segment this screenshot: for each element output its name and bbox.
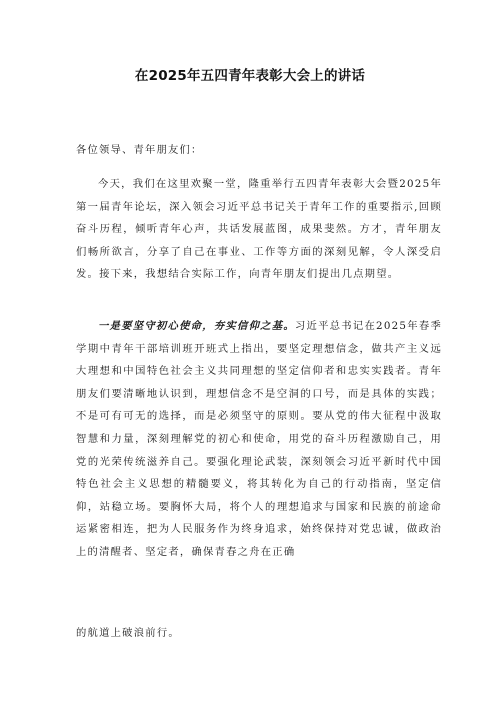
paragraph-opening: 今天，我们在这里欢聚一堂，隆重举行五四青年表彰大会暨2025年第一届青年论坛，深入领会习近平总书记关于青年工作的重要指示,回顾奋斗历程，倾听青年心声，共话发展蓝图，成果斐然。方才，青年朋友们畅所欲言，分享了自己在事业、工作等方面的深刻见解，令人深受启发。接下来，我想结合实际工作，向青年朋友们提出几点期望。: [76, 178, 442, 281]
paragraph-continuation: 的航道上破浪前行。: [76, 627, 180, 639]
paragraph-point-one-heading: 一是要坚守初心使命，夯实信仰之基。: [98, 320, 295, 332]
document-title: 在2025年五四青年表彰大会上的讲话: [134, 68, 366, 84]
salutation: 各位领导、青年朋友们：: [76, 144, 203, 156]
paragraph-point-one: [76, 315, 442, 564]
paragraph-point-one-body: 习近平总书记在2025年春季学期中青年干部培训班开班式上指出，要坚定理想信念，做共产主义远大理想和中国特色社会主义共同理想的坚定信仰者和忠实实践者。青年朋友们要清晰地认识到，理想信念不是空洞的口号，而是具体的实践；不是可有可无的选择，而是必须坚守的原则。要从党的伟大征程中汲取智慧和力量，深刻理解党的初心和使命，用党的奋斗历程激励自己，用党的光荣传统滋养自己。要强化理论武装，深刻领会习近平新时代中国特色社会主义思想的精髓要义，将其转化为自己的行动指南，坚定信仰，站稳立场。要胸怀大局，将个人的理想追求与国家和民族的前途命运紧密相连，把为人民服务作为终身追求，始终保持对党忠诚，做政治上的清醒者、坚定者，确保青春之舟在正确: [76, 320, 442, 558]
